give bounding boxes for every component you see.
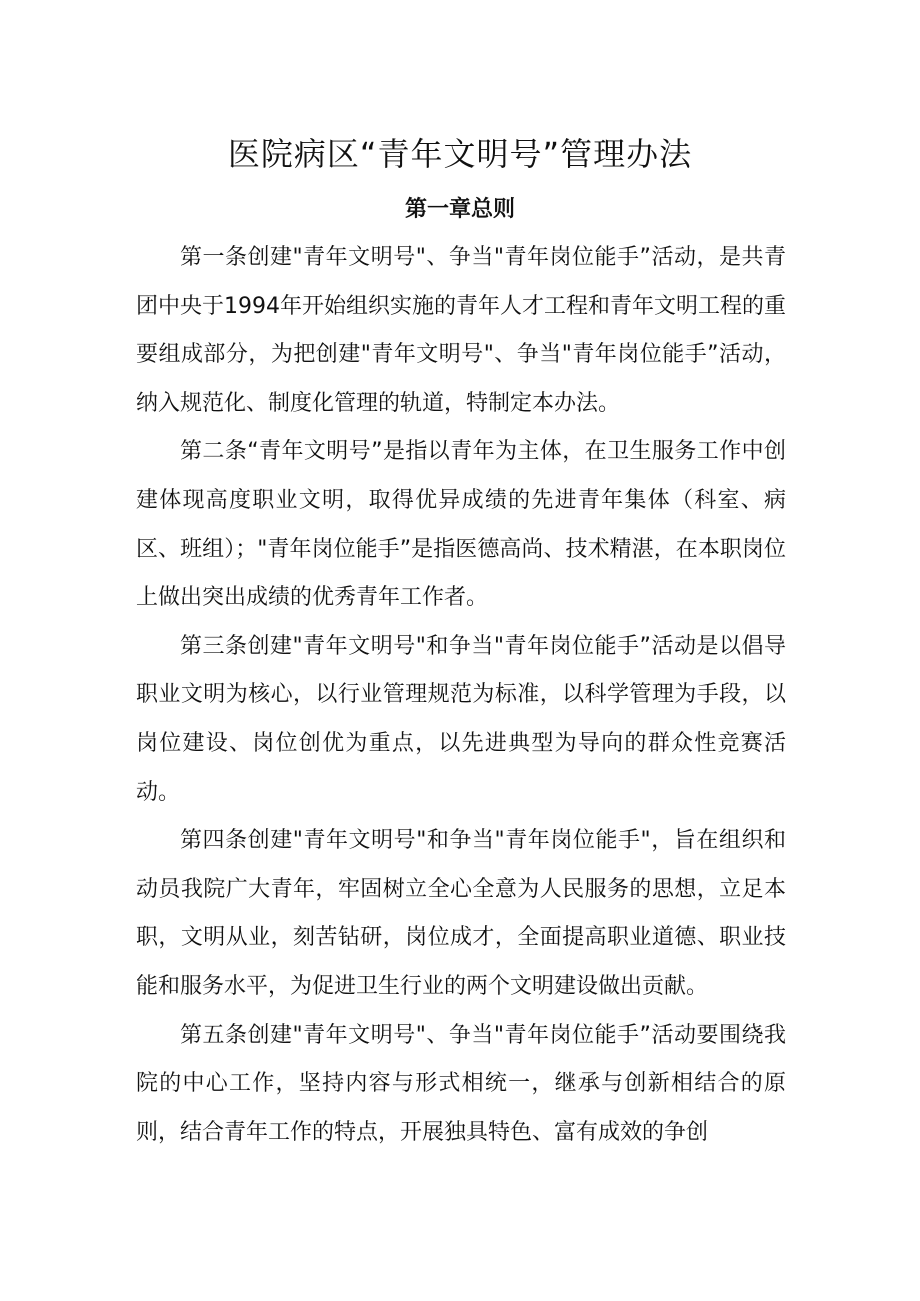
document-title: 医院病区“青年文明号”管理办法 xyxy=(227,135,693,173)
article-5-paragraph: 第五条创建"青年文明号"、争当"青年岗位能手”活动要围绕我院的中心工作，坚持内容与形式相统一，继承与创新相结合的原则，结合青年工作的特点，开展独具特色、富有成效的争创 xyxy=(136,1022,786,1145)
document-body xyxy=(136,234,786,1157)
chapter-heading: 第一章总则 xyxy=(404,197,515,222)
article-4-paragraph: 第四条创建"青年文明号"和争当"青年岗位能手"，旨在组织和动员我院广大青年，牢固树立全心全意为人民服务的思想，立足本职，文明从业，刻苦钻研，岗位成才，全面提高职业道德、职业技能和服务水平，为促进卫生行业的两个文明建设做出贡献。 xyxy=(136,828,786,999)
article-2-paragraph: 第二条“青年文明号”是指以青年为主体，在卫生服务工作中创建体现高度职业文明，取得优异成绩的先进青年集体（科室、病区、班组）；"青年岗位能手”是指医德高尚、技术精湛，在本职岗位上做出突出成绩的优秀青年工作者。 xyxy=(136,439,786,611)
article-1-paragraph: 第一条创建"青年文明号"、争当"青年岗位能手”活动，是共青团中央于1994年开始组织实施的青年人才工程和青年文明工程的重要组成部分，为把创建"青年文明号"、争当"青年岗位能手”活动，纳入规范化、制度化管理的轨道，特制定本办法。 xyxy=(136,245,786,416)
article-3-paragraph: 第三条创建"青年文明号"和争当"青年岗位能手”活动是以倡导职业文明为核心，以行业管理规范为标准，以科学管理为手段，以岗位建设、岗位创优为重点，以先进典型为导向的群众性竞赛活动。 xyxy=(136,633,786,805)
